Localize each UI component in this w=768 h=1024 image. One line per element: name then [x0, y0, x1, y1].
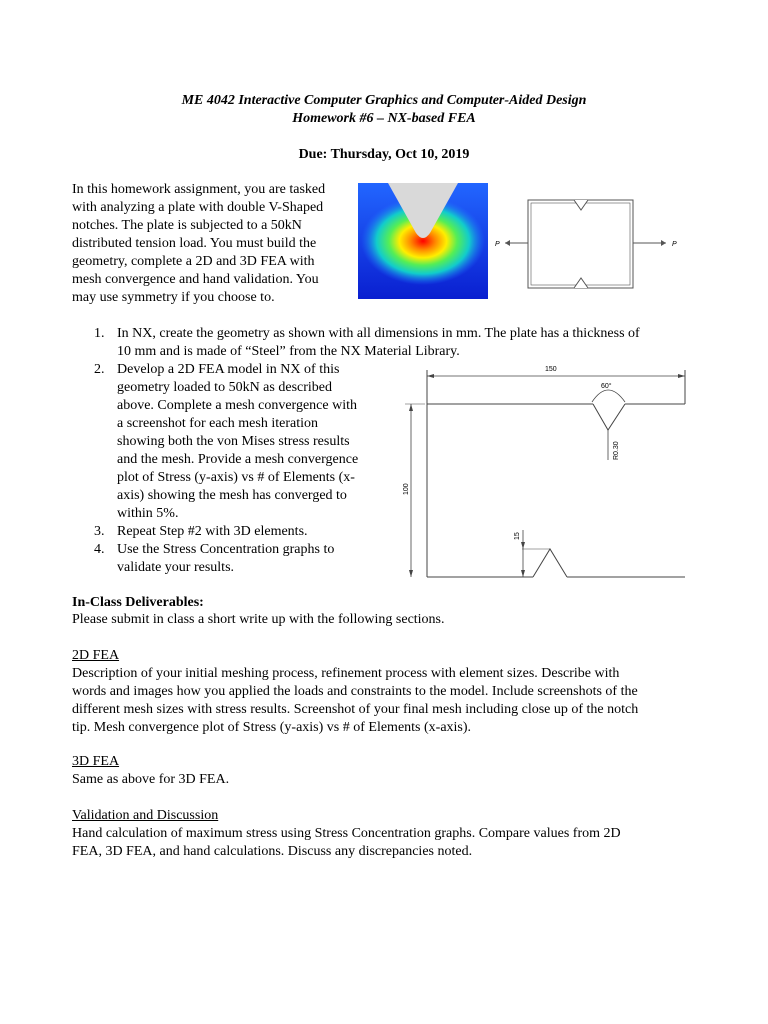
intro-line: mesh convergence and hand validation. You	[72, 272, 319, 287]
section-3d-fea-text	[72, 771, 229, 789]
section-validation-text	[72, 825, 621, 861]
step-text	[117, 325, 640, 361]
section-2d-fea-text	[72, 665, 638, 737]
step-text	[117, 541, 334, 577]
step-line: Use the Stress Concentration graphs to	[117, 542, 335, 557]
dim-angle-label: 60°	[601, 383, 612, 390]
intro-paragraph	[72, 181, 325, 307]
step-number: 4.	[94, 542, 105, 557]
step-text	[117, 361, 358, 523]
section-line: Hand calculation of maximum stress using Stress Concentration graphs. Compare values from 2D	[72, 826, 621, 841]
dim-height-label: 100	[403, 483, 410, 495]
step-line: geometry loaded to 50kN as described	[117, 380, 332, 395]
section-line: Same as above for 3D FEA.	[72, 772, 230, 787]
step-line: validate your results.	[117, 560, 235, 575]
step-line: In NX, create the geometry as shown with all dimensions in mm. The plate has a thickness of	[117, 326, 640, 341]
deliverables-text: Please submit in class a short write up with the following sections.	[72, 612, 445, 627]
stress-contour-image	[358, 183, 488, 299]
section-line: different mesh sizes with stress results. Screenshot of your final mesh including close up of the notch	[72, 702, 639, 717]
homework-title: Homework #6 – NX-based FEA	[292, 111, 476, 126]
step-line: Develop a 2D FEA model in NX of this	[117, 362, 340, 377]
step-line: and the mesh. Provide a mesh convergence	[117, 452, 359, 467]
step-line: Repeat Step #2 with 3D elements.	[117, 524, 308, 539]
dim-width-label: 150	[545, 366, 557, 373]
dim-radius-label: R0.30	[613, 441, 620, 460]
intro-line: notches. The plate is subjected to a 50kN	[72, 218, 302, 233]
section-heading-2d-fea: 2D FEA	[72, 648, 120, 663]
section-heading-3d-fea: 3D FEA	[72, 754, 120, 769]
section-line: FEA, 3D FEA, and hand calculations. Discuss any discrepancies noted.	[72, 844, 473, 859]
course-title: ME 4042 Interactive Computer Graphics and Computer-Aided Design	[181, 93, 587, 108]
step-line: showing both the von Mises stress results	[117, 434, 350, 449]
section-line: words and images how you applied the loads and constraints to the model. Include screenshots of the	[72, 684, 638, 699]
step-number: 2.	[94, 362, 105, 377]
deliverables-heading: In-Class Deliverables:	[72, 595, 204, 610]
section-line: Description of your initial meshing process, refinement process with element sizes. Describe with	[72, 666, 620, 681]
step-line: within 5%.	[117, 506, 179, 521]
intro-line: distributed tension load. You must build the	[72, 236, 317, 251]
intro-line: In this homework assignment, you are tasked	[72, 182, 326, 197]
step-number: 3.	[94, 524, 105, 539]
plate-load-diagram	[490, 195, 690, 295]
plate-dimension-drawing	[395, 360, 695, 580]
due-date: Due: Thursday, Oct 10, 2019	[298, 147, 470, 162]
step-text	[117, 523, 308, 541]
intro-line: may use symmetry if you choose to.	[72, 290, 275, 305]
section-heading-validation: Validation and Discussion	[72, 808, 219, 823]
intro-line: geometry, complete a 2D and 3D FEA with	[72, 254, 315, 269]
load-label-right: P	[672, 241, 677, 248]
section-line: tip. Mesh convergence plot of Stress (y-axis) vs # of Elements (x-axis).	[72, 720, 472, 735]
step-line: axis) showing the mesh has converged to	[117, 488, 347, 503]
step-number: 1.	[94, 326, 105, 341]
step-line: plot of Stress (y-axis) vs # of Elements (x-	[117, 470, 355, 485]
step-line: above. Complete a mesh convergence with	[117, 398, 357, 413]
step-line: 10 mm and is made of “Steel” from the NX Material Library.	[117, 344, 460, 359]
step-line: a screenshot for each mesh iteration	[117, 416, 318, 431]
intro-line: with analyzing a plate with double V-Shaped	[72, 200, 324, 215]
load-label-left: P	[495, 241, 500, 248]
dim-depth-label: 15	[514, 532, 521, 540]
